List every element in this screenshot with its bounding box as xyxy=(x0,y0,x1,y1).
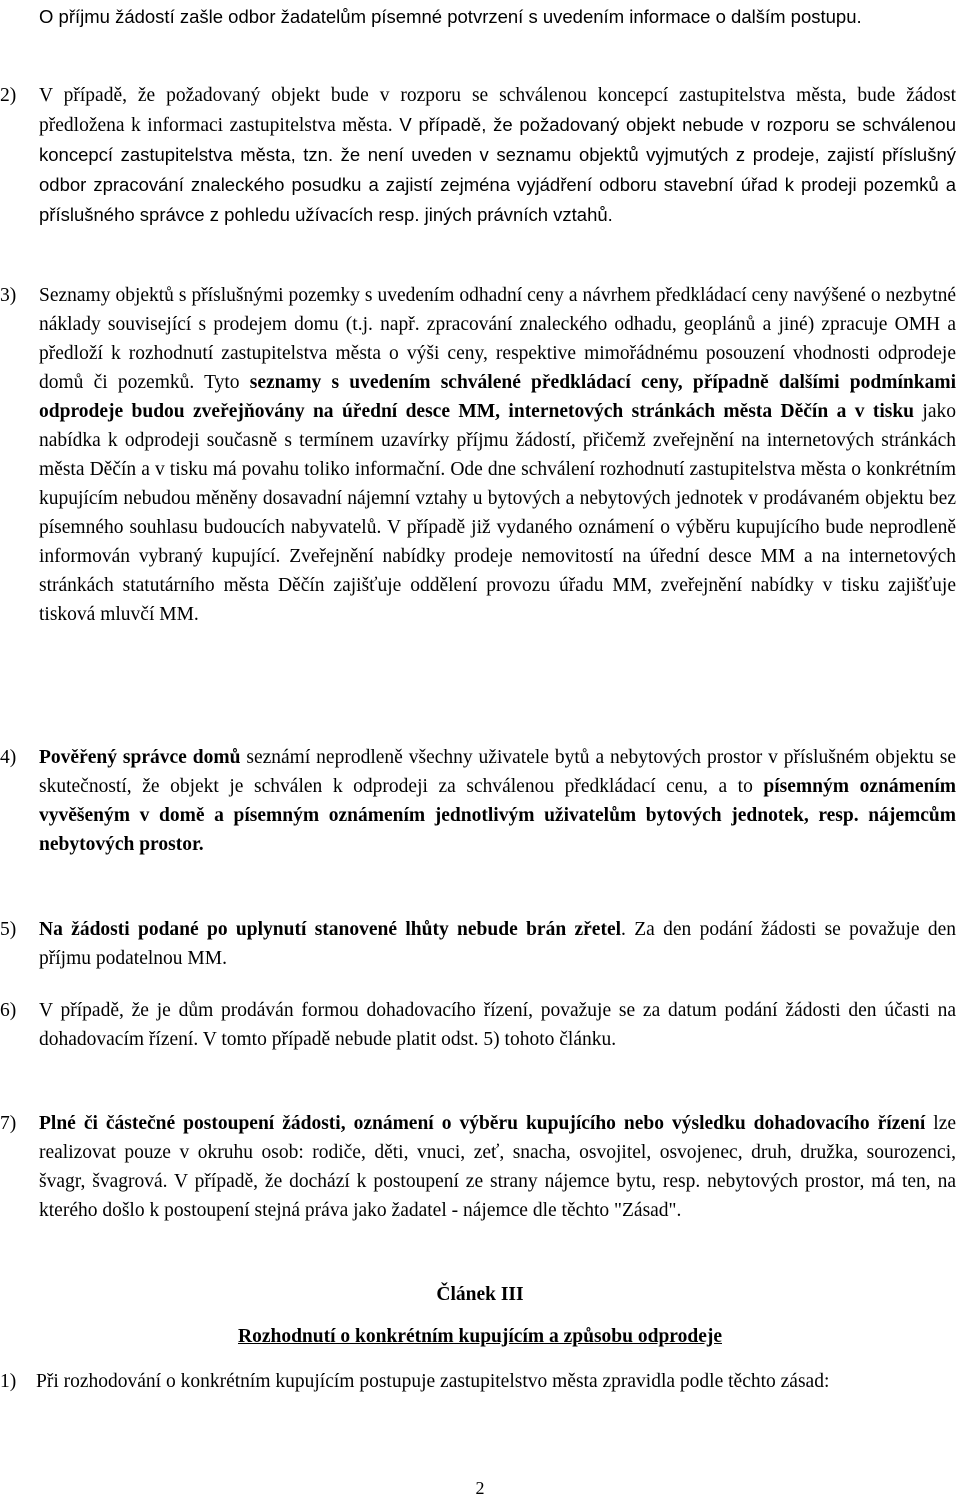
article-subtitle: Rozhodnutí o konkrétním kupujícím a způsobu odprodeje xyxy=(238,1326,722,1347)
paragraph-text: lze realizovat pouze v okruhu osob: rodiče, děti, vnuci, zeť, snacha, osvojitel, osvojenec, druh, družka, sourozenci, švagr, švagrová. V případě, že dochází k postoupení ze strany nájemce bytu, resp. nebytových prostor, má ten, na kterého došlo k postoupení stejná práva jako žadatel - nájemce dle těchto "Zásad". xyxy=(39,1113,957,1221)
paragraph-7 xyxy=(0,1109,957,1225)
paragraph-number: 4) xyxy=(0,747,17,768)
article-3-paragraph-1 xyxy=(0,1367,956,1396)
paragraph-number: 3) xyxy=(0,285,17,306)
paragraph-number: 6) xyxy=(0,1000,17,1021)
paragraph-2 xyxy=(0,81,956,230)
paragraph-text: O příjmu žádostí zašle odbor žadatelům písemné potvrzení s uvedením informace o dalším postupu. xyxy=(39,6,862,27)
paragraph-6 xyxy=(0,996,956,1054)
paragraph-bold-text: písemným oznámením vyvěšeným v domě a písemným oznámením jednotlivým uživatelům bytových jednotek, resp. nájemcům nebytových prostor. xyxy=(39,776,956,855)
paragraph-bold-text: Na žádosti podané po uplynutí stanovené lhůty nebude brán zřetel xyxy=(39,919,622,940)
paragraph-5 xyxy=(0,915,957,973)
paragraph-text: . Za den podání žádosti se považuje den příjmu podatelnou MM. xyxy=(39,919,957,969)
paragraph-text: Seznamy objektů s příslušnými pozemky s uvedením odhadní ceny a návrhem předkládací ceny navýšené o nezbytné náklady související s prodejem domu (t.j. např. zpracování znaleckého odhadu, geoplánů a jiné) zpracuje OMH a předloží k rozhodnutí zastupitelstva města o výši ceny, respektive mimořádnému posouzení vhodnosti odprodeje domů či pozemků. Tyto xyxy=(39,285,956,393)
paragraph-text: V případě, že požadovaný objekt bude v rozporu se schválenou koncepcí zastupitelstva města, bude žádost předložena k informaci zastupitelstva města. xyxy=(39,85,956,136)
paragraph-4 xyxy=(0,743,956,859)
paragraph-text: seznámí neprodleně všechny uživatele bytů a nebytových prostor v příslušném objektu se skutečností, že objekt je schválen k odprodeji za schválenou předkládací cenu, a to xyxy=(39,747,956,797)
paragraph-3 xyxy=(0,281,956,629)
paragraph-number: 7) xyxy=(0,1113,17,1134)
paragraph-text: jako nabídka k odprodeji současně s termínem uzavírky příjmu žádostí, přičemž zveřejnění na internetových stránkách města Děčín a v tisku má povahu toliko informační. Ode dne schválení rozhodnutí zastupitelstva města o konkrétním kupujícím nebudou měněny dosavadní nájemní vztahy u bytových a nebytových jednotek v prodávaném objektu bez písemného souhlasu budoucích nabyvatelů. V případě již vydaného oznámení o výběru kupujícího bude neprodleně informován vybraný kupující. Zveřejnění nabídky prodeje nemovitostí na úřední desce MM a na internetových stránkách statutárního města Děčín zajišťuje oddělení provozu úřadu MM, zveřejnění nabídky v tisku zajišťuje tisková mluvčí MM. xyxy=(39,401,956,625)
paragraph-number: 2) xyxy=(0,85,17,106)
paragraph-text-sans: V případě, že požadovaný objekt nebude v rozporu se schválenou koncepcí zastupitelstva města, tzn. že není uveden v seznamu objektů vyjmutých z prodeje, zajistí příslušný odbor zpracování znaleckého posudku a zajistí zejména vyjádření odboru stavební úřad k prodeji pozemků a příslušného správce z pohledu užívacích resp. jiných právních vztahů. xyxy=(39,114,956,225)
paragraph-text: Při rozhodování o konkrétním kupujícím postupuje zastupitelstvo města zpravidla podle těchto zásad: xyxy=(36,1371,830,1392)
paragraph-bold-text: seznamy s uvedením schválené předkládací ceny, případně dalšími podmínkami odprodeje budou zveřejňovány na úřední desce MM, internetových stránkách města Děčín a v tisku xyxy=(39,372,956,422)
paragraph-intro-tail xyxy=(39,2,956,31)
paragraph-bold-text: Pověřený správce domů xyxy=(39,747,241,768)
article-title: Článek III xyxy=(436,1284,524,1305)
paragraph-number: 1) xyxy=(0,1371,17,1392)
paragraph-bold-text: Plné či částečné postoupení žádosti, oznámení o výběru kupujícího nebo výsledku dohadovacího řízení xyxy=(39,1113,926,1134)
paragraph-number: 5) xyxy=(0,919,17,940)
page-number: 2 xyxy=(475,1478,485,1498)
paragraph-text: V případě, že je dům prodáván formou dohadovacího řízení, považuje se za datum podání žádosti den účasti na dohadovacím řízení. V tomto případě nebude platit odst. 5) tohoto článku. xyxy=(39,1000,956,1050)
